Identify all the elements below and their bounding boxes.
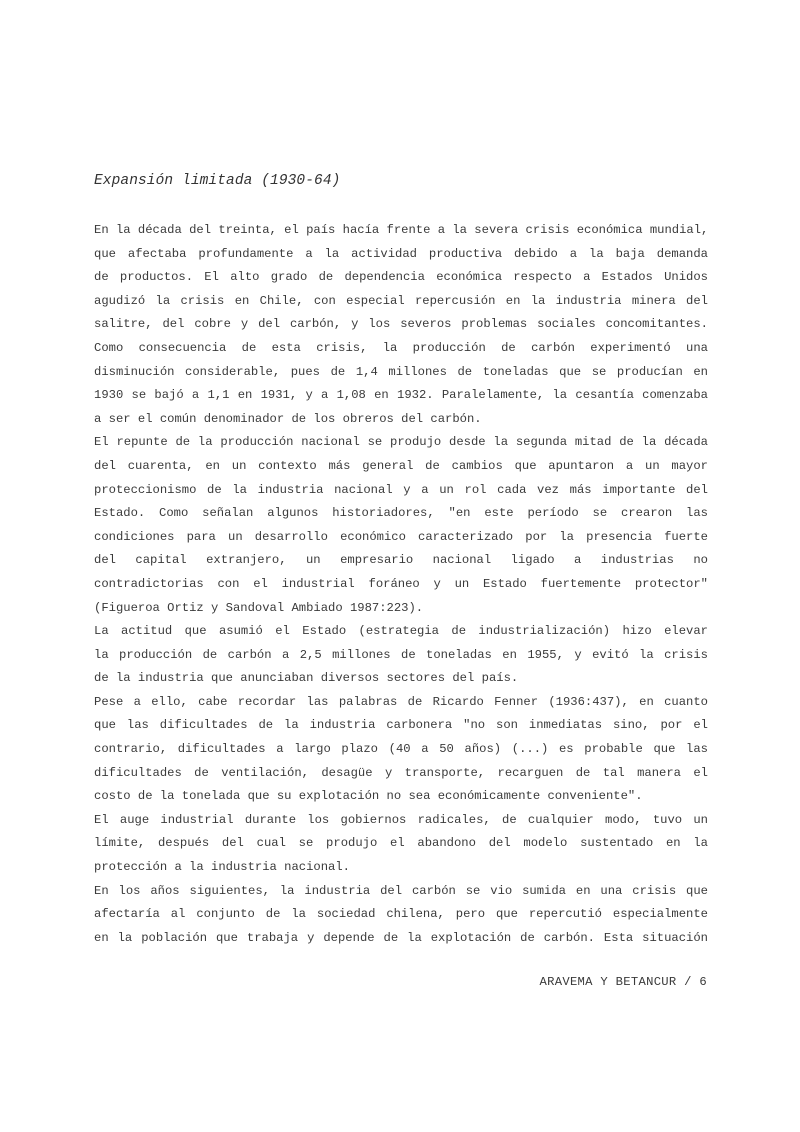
body-line: que las dificultades de la industria carbonera "no son inmediatas sino, por el <box>94 718 708 733</box>
body-line: El auge industrial durante los gobiernos radicales, de cualquier modo, tuvo un <box>94 812 708 827</box>
body-line: contradictorias con el industrial foráneo y un Estado fuertemente protector" <box>94 576 708 591</box>
body-line: 1930 se bajó a 1,1 en 1931, y a 1,08 en 1932. Paralelamente, la cesantía comenzaba <box>94 388 708 403</box>
body-line: de la industria que anunciaban diversos sectores del país. <box>94 671 519 686</box>
body-line: El repunte de la producción nacional se produjo desde la segunda mitad de la década <box>94 435 708 450</box>
body-line: del cuarenta, en un contexto más general de cambios que apuntaron a un mayor <box>94 458 708 473</box>
body-line: condiciones para un desarrollo económico caracterizado por la presencia fuerte <box>94 529 708 544</box>
body-line: costo de la tonelada que su explotación no sea económicamente conveniente". <box>94 789 643 804</box>
body-text <box>94 219 708 950</box>
body-line: del capital extranjero, un empresario nacional ligado a industrias no <box>94 553 708 568</box>
body-line: en la población que trabaja y depende de la explotación de carbón. Esta situación <box>94 930 708 945</box>
section-title: Expansión limitada (1930-64) <box>94 173 341 189</box>
body-line: a ser el común denominador de los obreros del carbón. <box>94 411 482 426</box>
body-line: contrario, dificultades a largo plazo (40 a 50 años) (...) es probable que las <box>94 742 708 757</box>
body-line: En los años siguientes, la industria del carbón se vio sumida en una crisis que <box>94 883 708 898</box>
body-line: agudizó la crisis en Chile, con especial repercusión en la industria minera del <box>94 293 708 308</box>
body-line: En la década del treinta, el país hacía frente a la severa crisis económica mundial, <box>94 223 709 237</box>
body-line: Como consecuencia de esta crisis, la producción de carbón experimentó una <box>94 340 708 355</box>
page-footer: ARAVEMA Y BETANCUR / 6 <box>539 975 707 989</box>
body-line: afectaría al conjunto de la sociedad chilena, pero que repercutió especialmente <box>94 907 708 922</box>
body-line: dificultades de ventilación, desagüe y transporte, recarguen de tal manera el <box>94 765 708 780</box>
body-line: de productos. El alto grado de dependencia económica respecto a Estados Unidos <box>94 270 708 285</box>
body-line: la producción de carbón a 2,5 millones de toneladas en 1955, y evitó la crisis <box>94 647 708 662</box>
body-line: Pese a ello, cabe recordar las palabras de Ricardo Fenner (1936:437), en cuanto <box>94 694 708 709</box>
body-line: proteccionismo de la industria nacional y a un rol cada vez más importante del <box>94 482 708 497</box>
body-line: disminución considerable, pues de 1,4 millones de toneladas que se producían en <box>94 364 708 379</box>
body-line: La actitud que asumió el Estado (estrategia de industrialización) hizo elevar <box>94 624 708 639</box>
body-line: límite, después del cual se produjo el abandono del modelo sustentado en la <box>94 836 708 851</box>
body-line: salitre, del cobre y del carbón, y los severos problemas sociales concomitantes. <box>94 317 708 332</box>
body-line: protección a la industria nacional. <box>94 860 350 875</box>
body-line: (Figueroa Ortiz y Sandoval Ambiado 1987:223). <box>94 600 424 615</box>
body-line: que afectaba profundamente a la actividad productiva debido a la baja demanda <box>94 246 708 261</box>
body-line: Estado. Como señalan algunos historiadores, "en este período se crearon las <box>94 506 708 521</box>
